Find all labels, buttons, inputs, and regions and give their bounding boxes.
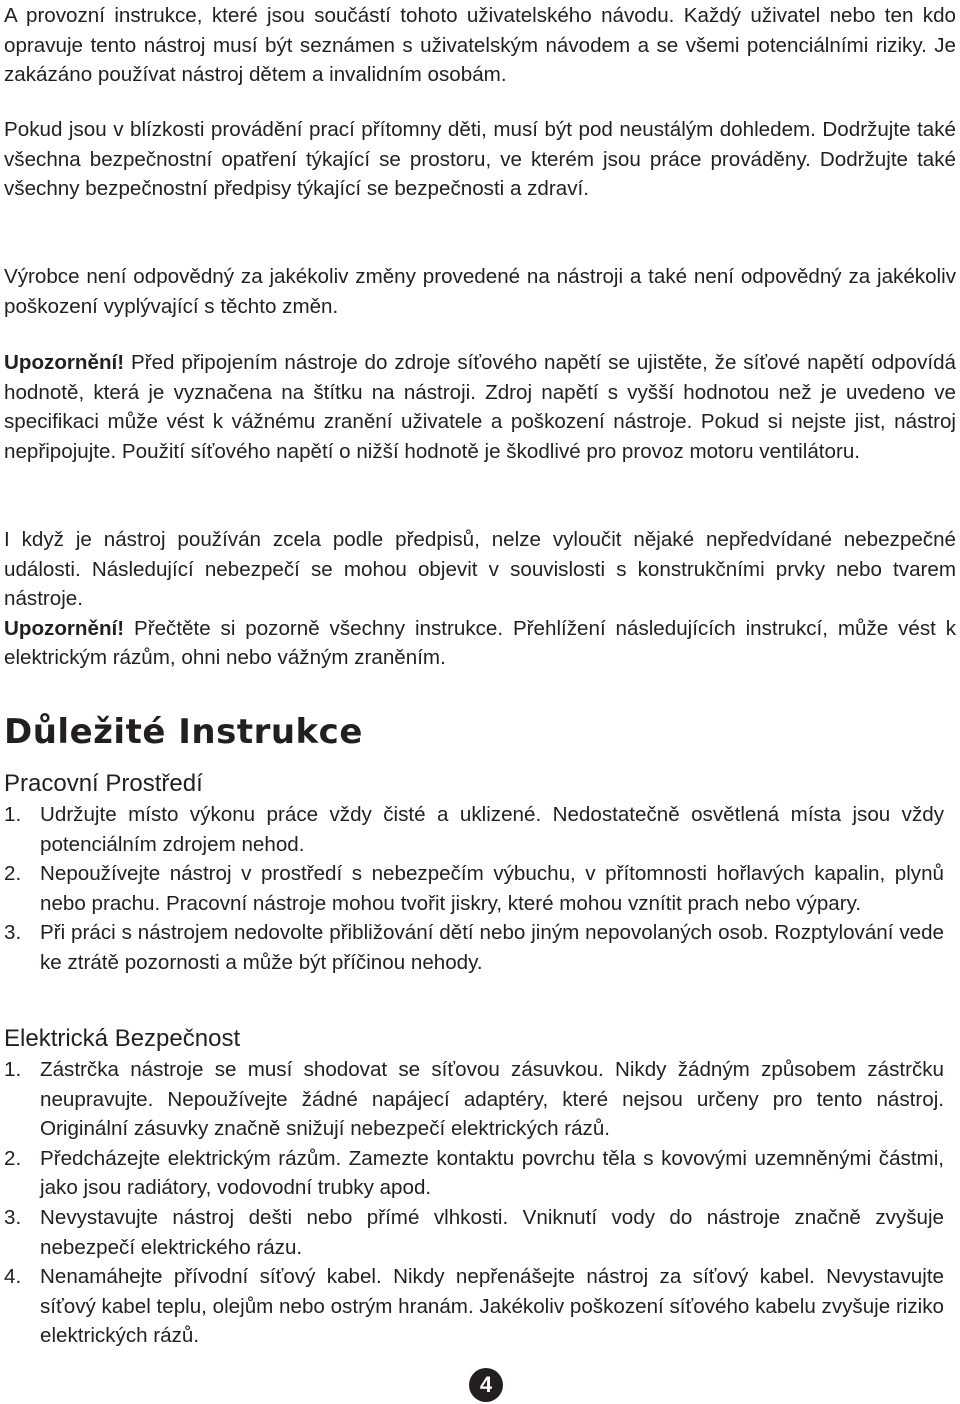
intro-paragraph-3: Výrobce není odpovědný za jakékoliv změny provedené na nástroji a také není odpovědný za jakékoliv poškození vyplývající s těchto změn. bbox=[4, 265, 956, 318]
list-item bbox=[4, 1262, 944, 1351]
list-item-number: 1. bbox=[4, 1058, 22, 1081]
warning-label: Upozornění! bbox=[4, 616, 125, 640]
page-number-badge: 4 bbox=[469, 1368, 503, 1402]
voltage-warning-paragraph bbox=[4, 348, 956, 466]
list-item-text: Zástrčka nástroje se musí shodovat se síťovou zásuvkou. Nikdy žádným způsobem zástrčku neupravujte. Nepoužívejte žádné napájecí adaptéry, které nejsou určeny pro tento nástroj. Originální zásuvky značně snižují nebezpečí elektrických rázů. bbox=[40, 1058, 944, 1141]
list-item bbox=[4, 1144, 944, 1203]
intro-paragraph-2: Pokud jsou v blízkosti provádění prací přítomny děti, musí být pod neustálým dohledem. Dodržujte také všechna bezpečnostní opatření týkající se prostoru, ve kterém jsou práce prováděny. Dodržujte také všechny bezpečnostní předpisy týkající se bezpečnosti a zdraví. bbox=[4, 118, 956, 201]
list-item-number: 4. bbox=[4, 1265, 22, 1289]
list-item bbox=[4, 918, 944, 977]
list-item-number: 1. bbox=[4, 803, 22, 826]
hazard-text: I když je nástroj používán zcela podle předpisů, nelze vyloučit nějaké nepředvídané nebezpečné události. Následující nebezpečí se mohou objevit v souvislosti s konstrukčními prvky nebo tvarem nástroje. bbox=[4, 528, 956, 611]
list-item-text: Nevystavujte nástroj dešti nebo přímé vlhkosti. Vniknutí vody do nástroje značně zvyšuje nebezpečí elektrického rázu. bbox=[40, 1205, 944, 1259]
page-title: Důležité Instrukce bbox=[4, 712, 363, 752]
list-item bbox=[4, 1203, 944, 1262]
list-item-text: Nenamáhejte přívodní síťový kabel. Nikdy nepřenášejte nástroj za síťový kabel. Nevystavujte síťový kabel teplu, olejům nebo ostrým hranám. Jakékoliv poškození síťového kabelu zvyšuje riziko elektrických rázů. bbox=[40, 1265, 944, 1348]
list-item-text: Nepoužívejte nástroj v prostředí s nebezpečím výbuchu, v přítomnosti hořlavých kapalin, plynů nebo prachu. Pracovní nástroje mohou tvořit jiskry, které mohou vznítit prach nebo výpary. bbox=[40, 862, 944, 915]
electrical-safety-list bbox=[4, 1055, 944, 1351]
list-item-number: 3. bbox=[4, 921, 22, 945]
list-item-number: 3. bbox=[4, 1205, 22, 1229]
section-heading-electrical-safety: Elektrická Bezpečnost bbox=[4, 1025, 241, 1052]
section-heading-work-environment: Pracovní Prostředí bbox=[4, 770, 203, 797]
voltage-warning-text: Před připojením nástroje do zdroje síťového napětí se ujistěte, že síťové napětí odpovídá hodnotě, která je vyznačena na štítku na nástroji. Zdroj napětí s vyšší hodnotou než je uvedeno ve specifikaci může vést k vážnému zranění uživatele a poškození nástroje. Pokud si nejste jist, nástroj nepřipojujte. Použití síťového napětí o nižší hodnotě je škodlivé pro provoz motoru ventilátoru. bbox=[4, 351, 956, 463]
list-item-text: Udržujte místo výkonu práce vždy čisté a uklizené. Nedostatečně osvětlená místa jsou vždy potenciálním zdrojem nehod. bbox=[40, 803, 944, 856]
intro-paragraph-1: A provozní instrukce, které jsou součástí tohoto uživatelského návodu. Každý uživatel nebo ten kdo opravuje tento nástroj musí být seznámen s uživatelským návodem a se všemi potenciálními riziky. Je zakázáno používat nástroj dětem a invalidním osobám. bbox=[4, 4, 956, 87]
list-item bbox=[4, 800, 944, 859]
warning-label: Upozornění! bbox=[4, 351, 125, 374]
instructions-warning-text: Přečtěte si pozorně všechny instrukce. Přehlížení následujících instrukcí, může vést k elektrickým rázům, ohni nebo vážným zraněním. bbox=[4, 616, 956, 670]
list-item-text: Předcházejte elektrickým rázům. Zamezte kontaktu povrchu těla s kovovými uzemněnými částmi, jako jsou radiátory, vodovodní trubky apod. bbox=[40, 1146, 944, 1200]
list-item bbox=[4, 859, 944, 918]
hazard-paragraph bbox=[4, 525, 956, 673]
list-item-text: Při práci s nástrojem nedovolte přibližování dětí nebo jiným nepovolaných osob. Rozptylování vede ke ztrátě pozornosti a může být příčinou nehody. bbox=[40, 921, 944, 974]
work-environment-list bbox=[4, 800, 944, 978]
list-item-number: 2. bbox=[4, 862, 22, 886]
list-item bbox=[4, 1055, 944, 1144]
list-item-number: 2. bbox=[4, 1146, 22, 1170]
